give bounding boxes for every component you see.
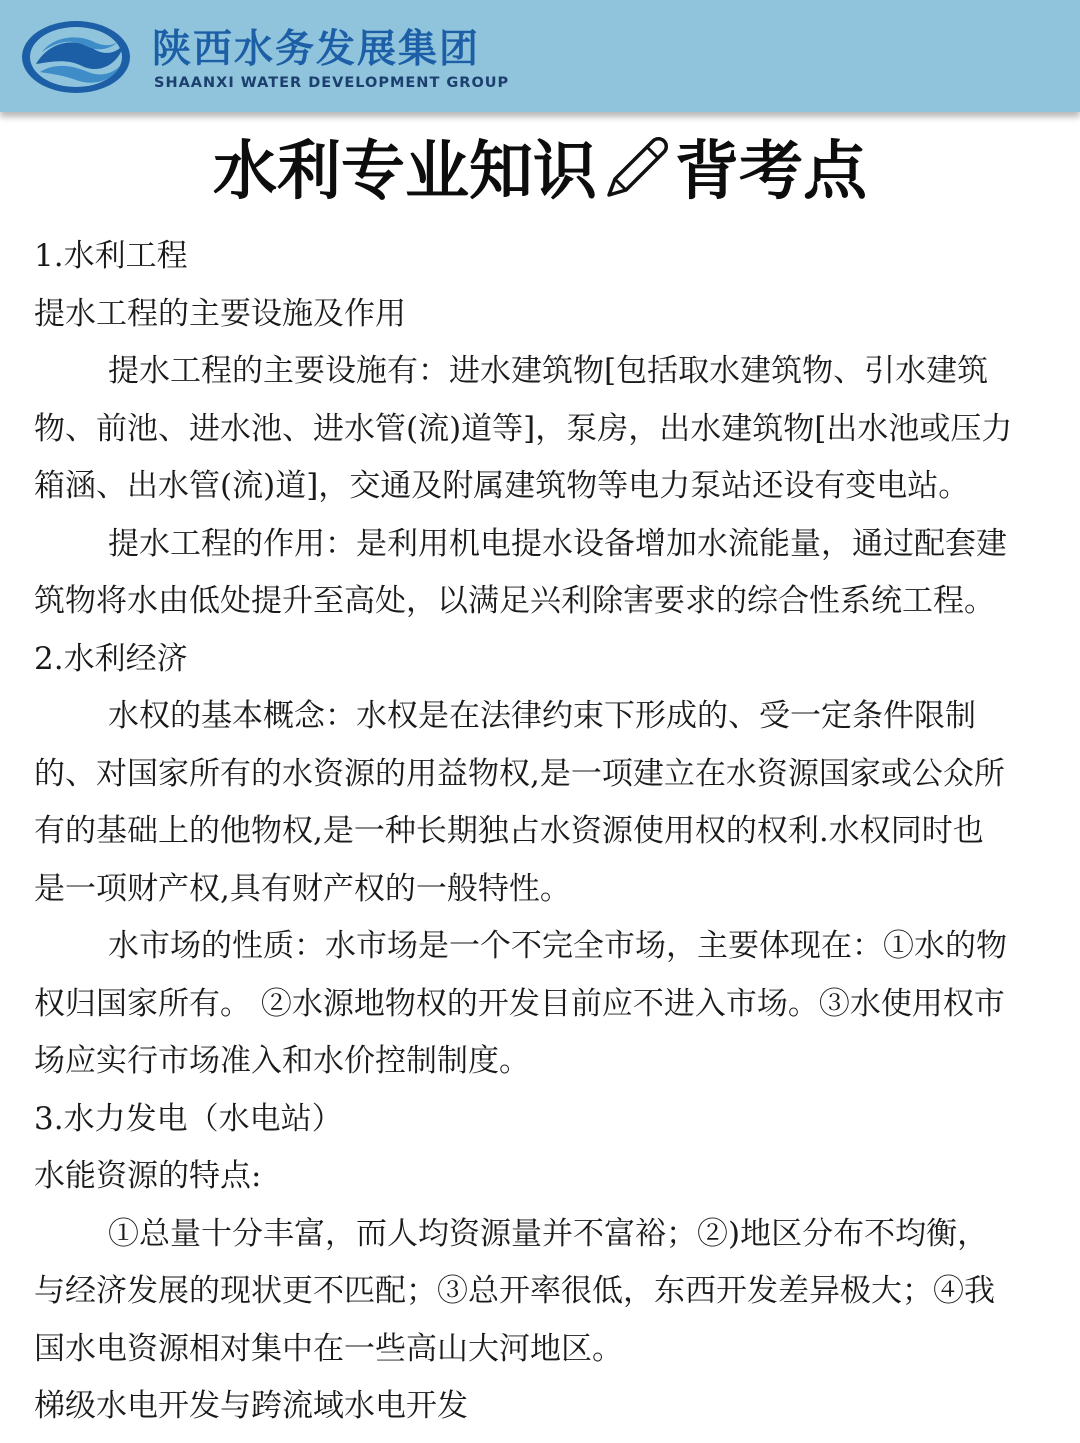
- text-line: 水权的基本概念：水权是在法律约束下形成的、受一定条件限制: [108, 698, 976, 734]
- document-body: [34, 228, 1048, 1436]
- wave-swirl-logo-icon: [20, 18, 136, 96]
- text-line: 物、前池、进水池、进水管(流)道等]，泵房，出水建筑物[出水池或压力: [34, 410, 1013, 447]
- pen-icon: [601, 133, 671, 203]
- brand-name-en: SHAANXI WATER DEVELOPMENT GROUP: [154, 75, 510, 91]
- text-line: 有的基础上的他物权,是一种长期独占水资源使用权的权利.水权同时也: [34, 813, 984, 849]
- text-line: 水市场的性质：水市场是一个不完全市场，主要体现在：①水的物: [108, 928, 1007, 964]
- text-line: 提水工程的主要设施有：进水建筑物[包括取水建筑物、引水建筑: [108, 353, 989, 389]
- text-line: 的、对国家所有的水资源的用益物权,是一项建立在水资源国家或公众所: [34, 755, 1005, 792]
- text-line: 权归国家所有。 ②水源地物权的开发目前应不进入市场。③水使用权市: [34, 985, 1005, 1022]
- title-text-start: 水利专业知识: [213, 135, 597, 209]
- text-line: 国水电资源相对集中在一些高山大河地区。: [34, 1330, 623, 1367]
- text-line: 1.水利工程: [34, 238, 188, 274]
- text-line: 与经济发展的现状更不匹配；③总开率很低，东西开发差异极大；④我: [34, 1273, 995, 1309]
- text-line: 水能资源的特点:: [34, 1158, 262, 1194]
- text-line: 2.水利经济: [34, 640, 188, 677]
- text-line: ①总量十分丰富，而人均资源量并不富裕；②)地区分布不均衡，: [108, 1215, 989, 1252]
- brand-name: 陕西水务发展集团: [152, 27, 481, 72]
- page-title: [0, 132, 1080, 212]
- text-line: 梯级水电开发与跨流域水电开发: [34, 1388, 468, 1424]
- text-line: 箱涵、出水管(流)道]，交通及附属建筑物等电力泵站还设有变电站。: [34, 468, 970, 504]
- text-line: 3.水力发电（水电站）: [34, 1100, 343, 1137]
- text-line: 场应实行市场准入和水价控制制度。: [34, 1043, 530, 1079]
- text-line: 提水工程的作用：是利用机电提水设备增加水流能量，通过配套建: [108, 525, 1007, 562]
- title-text-end: 背考点: [675, 135, 867, 209]
- text-line: 提水工程的主要设施及作用: [34, 295, 406, 332]
- text-line: 是一项财产权,具有财产权的一般特性。: [34, 870, 571, 907]
- text-line: 筑物将水由低处提升至高处，以满足兴利除害要求的综合性系统工程。: [34, 583, 995, 619]
- header-banner: [0, 0, 1080, 112]
